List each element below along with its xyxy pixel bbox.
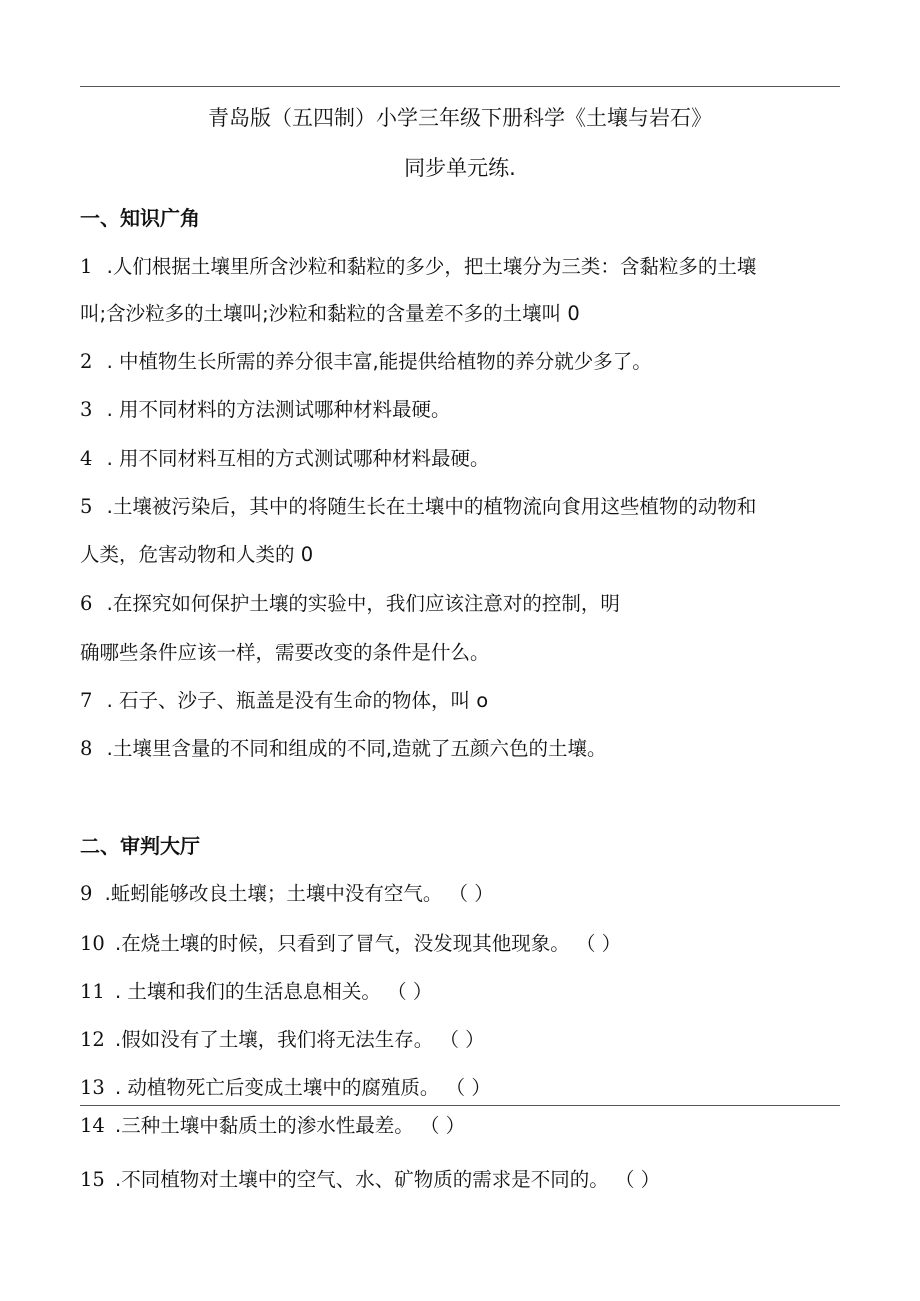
question-number: 10	[80, 932, 105, 955]
question-text: .蚯蚓能够改良土壤；土壤中没有空气。	[104, 882, 443, 905]
question-text: .假如没有了土壤，我们将无法生存。	[115, 1028, 434, 1051]
question-number: 15	[80, 1168, 105, 1191]
question-6-line-2: 确哪些条件应该一样，需要改变的条件是什么。	[80, 641, 490, 664]
section-heading-knowledge: 一、知识广角	[80, 206, 200, 230]
question-text: . 土壤和我们的生活息息相关。	[115, 980, 381, 1003]
question-number: 12	[80, 1028, 105, 1051]
question-number: 5	[80, 495, 93, 518]
question-text: . 中植物生长所需的养分很丰富,能提供给植物的养分就少多了。	[106, 350, 652, 373]
question-10	[80, 930, 621, 958]
question-number: 7	[80, 689, 93, 712]
question-13	[80, 1074, 491, 1102]
answer-blank[interactable]: （ ）	[387, 980, 433, 1003]
question-text: . 动植物死亡后变成土壤中的腐殖质。	[115, 1076, 440, 1099]
question-text: .在探究如何保护土壤的实验中，我们应该注意对的控制，明	[106, 592, 620, 615]
question-number: 14	[80, 1114, 105, 1137]
answer-blank[interactable]: （ ）	[575, 932, 622, 955]
question-number: 8	[80, 737, 93, 760]
question-14	[80, 1112, 465, 1140]
answer-blank[interactable]: （ ）	[439, 1028, 485, 1051]
question-9	[80, 880, 494, 908]
question-text: . 用不同材料的方法测试哪种材料最硬。	[106, 398, 451, 421]
answer-blank[interactable]: （ ）	[445, 1076, 491, 1099]
question-5-line-2: 人类，危害动物和人类的 0	[80, 543, 314, 566]
question-text: .土壤被污染后，其中的将随生长在土壤中的植物流向食用这些植物的动物和	[106, 495, 757, 518]
question-text: .不同植物对土壤中的空气、水、矿物质的需求是不同的。	[115, 1168, 609, 1191]
question-number: 9	[80, 882, 93, 905]
document-subtitle: 同步单元练.	[404, 156, 516, 180]
question-6-line-1	[80, 590, 620, 618]
question-12	[80, 1026, 485, 1054]
question-text: .人们根据土壤里所含沙粒和黏粒的多少，把土壤分为三类：含黏粒多的土壤	[106, 255, 757, 278]
question-number: 2	[80, 350, 93, 373]
question-7	[80, 687, 488, 715]
question-number: 3	[80, 398, 93, 421]
question-number: 4	[80, 447, 93, 470]
question-text: . 用不同材料互相的方式测试哪种材料最硬。	[106, 447, 490, 470]
document-title: 青岛版（五四制）小学三年级下册科学《土壤与岩石》	[208, 106, 712, 130]
answer-blank[interactable]: （ ）	[448, 882, 494, 905]
question-text: .土壤里含量的不同和组成的不同,造就了五颜六色的土壤。	[106, 737, 607, 760]
question-15	[80, 1166, 660, 1194]
answer-blank[interactable]: （ ）	[419, 1114, 466, 1137]
question-number: 11	[80, 980, 105, 1003]
question-5-line-1	[80, 493, 756, 521]
top-rule	[80, 86, 840, 87]
question-number: 13	[80, 1076, 105, 1099]
question-1-line-2: 叫;含沙粒多的土壤叫;沙粒和黏粒的含量差不多的土壤叫 0	[80, 302, 580, 325]
question-11	[80, 978, 432, 1006]
question-2	[80, 348, 652, 376]
question-text: . 石子、沙子、瓶盖是没有生命的物体，叫 o	[106, 689, 489, 712]
question-4	[80, 445, 490, 473]
question-8	[80, 735, 607, 763]
question-number: 1	[80, 255, 93, 278]
question-3	[80, 396, 451, 424]
answer-blank[interactable]: （ ）	[614, 1168, 661, 1191]
page-break-rule	[80, 1105, 840, 1106]
question-text: .在烧土壤的时候，只看到了冒气，没发现其他现象。	[115, 932, 570, 955]
question-number: 6	[80, 592, 93, 615]
question-text: .三种土壤中黏质土的渗水性最差。	[115, 1114, 414, 1137]
section-heading-judgement: 二、审判大厅	[80, 834, 200, 858]
question-1-line-1	[80, 253, 756, 281]
